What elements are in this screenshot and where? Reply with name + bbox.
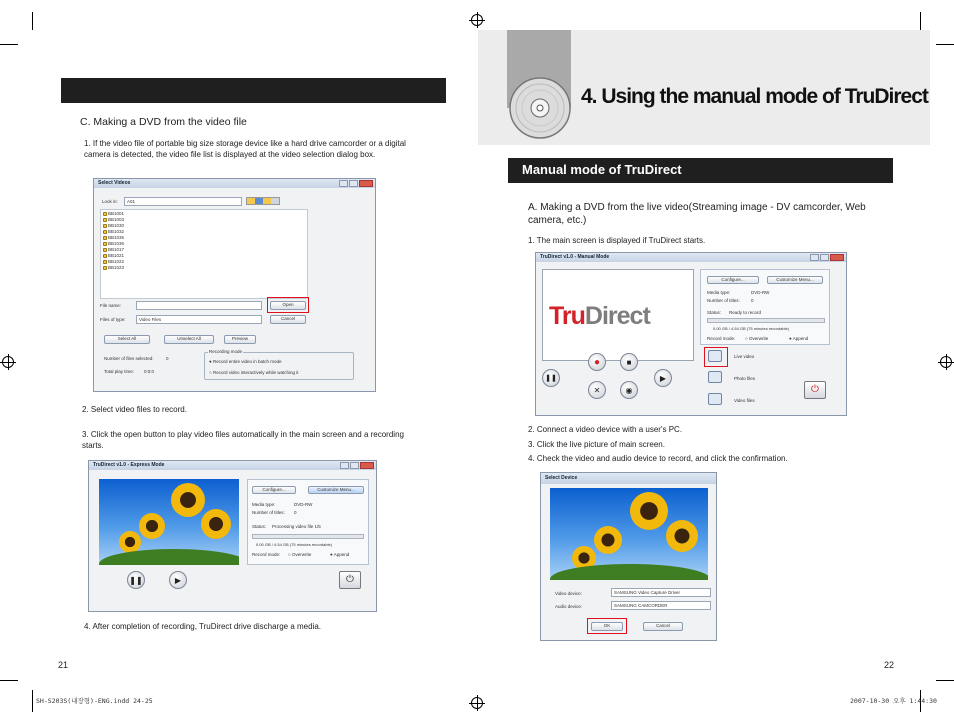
folder-toolbar-icons[interactable] <box>246 197 280 205</box>
file-name-label: File name: <box>100 303 122 308</box>
maximize-icon[interactable] <box>350 462 359 469</box>
window-controls <box>339 180 373 187</box>
audio-device-label: Audio device: <box>555 604 583 609</box>
status-value: Ready to record <box>729 310 762 315</box>
append-label: Append <box>333 552 350 557</box>
live-video-label[interactable]: Live video <box>734 354 755 359</box>
radio-batch[interactable]: ● Record entire video in batch mode <box>209 359 282 364</box>
crop-mark <box>32 690 33 712</box>
photo-files-icon[interactable] <box>708 371 722 383</box>
record-button[interactable]: ● <box>588 353 606 371</box>
audio-device-select[interactable]: SAMSUNG CAMCORDER <box>611 601 711 610</box>
media-type-label: Media type: <box>252 502 276 507</box>
footer-date-info: 2007-10-30 오후 1:44:30 <box>850 697 937 705</box>
registration-mark-icon <box>471 697 483 709</box>
power-button[interactable]: ⏻ <box>804 381 826 399</box>
status-label: Status: <box>707 310 722 315</box>
express-info-panel <box>247 479 369 565</box>
radio-overwrite[interactable]: ○ Overwrite <box>745 336 769 341</box>
num-titles-value: 0 <box>294 510 297 515</box>
num-titles-value: 0 <box>751 298 754 303</box>
crop-mark <box>936 44 954 45</box>
delete-button[interactable]: ✕ <box>588 381 606 399</box>
express-mode-window <box>88 460 377 612</box>
cd-disc-icon <box>508 76 572 140</box>
crop-mark <box>920 12 921 30</box>
registration-mark-icon <box>471 14 483 26</box>
registration-mark-icon <box>2 356 14 368</box>
overwrite-label: Overwrite <box>291 552 312 557</box>
video-file-icon <box>103 260 107 264</box>
files-of-type-select[interactable]: Video Files <box>136 315 262 324</box>
dialog-title: Select Device <box>541 473 716 484</box>
minimize-icon[interactable] <box>339 180 348 187</box>
capacity-text: 0.00 GB / 4.54 GB (75 minutes recordable) <box>713 326 790 331</box>
select-device-dialog <box>540 472 717 641</box>
configure-button[interactable]: Configure... <box>707 276 759 284</box>
radio-append[interactable]: ● Append <box>789 336 809 341</box>
files-of-type-label: Files of type: <box>100 317 126 322</box>
media-type-label: Media type: <box>707 290 731 295</box>
file-list[interactable] <box>100 209 308 299</box>
radio-append[interactable]: ● Append <box>330 552 350 557</box>
num-selected-label: Number of files selected: <box>104 356 154 361</box>
logo-tru: Tru <box>549 302 585 330</box>
device-preview <box>550 488 708 580</box>
capacity-bar <box>252 534 364 539</box>
capacity-text: 0.00 GB / 4.54 GB (75 minutes recordable) <box>256 542 333 547</box>
append-label: Append <box>792 336 809 341</box>
crop-mark <box>0 44 18 45</box>
file-name: BB1001 <box>108 211 125 216</box>
section-a-text: A. Making a DVD from the live video(Streaming image - DV camcorder, Web camera, etc.) <box>528 202 866 226</box>
look-in-select[interactable]: A01 <box>124 197 242 206</box>
video-file-icon <box>103 266 107 270</box>
status-label: Status: <box>252 524 267 529</box>
file-name: BB1036 <box>108 241 125 246</box>
right-step-1: 1. The main screen is displayed if TruDirect starts. <box>528 236 706 245</box>
right-step-3: 3. Click the live picture of main screen. <box>528 440 665 449</box>
video-file-icon <box>103 236 107 240</box>
file-name: BB1035 <box>108 235 125 240</box>
window-title: TruDirect v1.0 - Express Mode <box>89 461 376 470</box>
manual-info-panel <box>700 269 830 345</box>
customize-menu-button[interactable]: Customize Menu... <box>767 276 823 284</box>
select-videos-dialog <box>93 178 376 392</box>
file-name: BB1032 <box>108 229 125 234</box>
video-file-icon <box>103 242 107 246</box>
video-files-label[interactable]: Video files <box>734 398 755 403</box>
file-name: BB1023 <box>108 265 125 270</box>
close-icon[interactable] <box>359 180 373 187</box>
num-titles-label: Number of titles: <box>252 510 285 515</box>
video-file-icon <box>103 230 107 234</box>
stop-button[interactable]: ■ <box>620 353 638 371</box>
cancel-button[interactable]: Cancel <box>643 622 683 631</box>
window-controls <box>340 462 374 469</box>
maximize-icon[interactable] <box>820 254 829 261</box>
minimize-icon[interactable] <box>810 254 819 261</box>
right-step-4: 4. Check the video and audio device to record, and click the confirmation. <box>528 454 788 463</box>
open-button[interactable]: Open <box>270 301 306 310</box>
total-play-value: 0:0:0 <box>144 369 155 374</box>
power-button[interactable]: ⏻ <box>339 571 361 589</box>
recording-mode-group <box>204 349 354 380</box>
file-name: BB1021 <box>108 253 125 258</box>
record-mode-label: Record mode: <box>252 552 281 557</box>
video-file-icon <box>103 248 107 252</box>
file-name: BB1003 <box>108 217 125 222</box>
radio-overwrite[interactable]: ○ Overwrite <box>288 552 312 557</box>
live-video-highlight <box>704 347 728 367</box>
close-icon[interactable] <box>830 254 844 261</box>
crop-mark <box>32 12 33 30</box>
media-type-value: DVD-RW <box>751 290 770 295</box>
video-file-icon <box>103 254 107 258</box>
right-page-number: 22 <box>884 660 895 670</box>
record-mode-label: Record mode: <box>707 336 736 341</box>
cancel-button[interactable]: Cancel <box>270 315 306 324</box>
file-name-input[interactable] <box>136 301 262 310</box>
left-step-1: 1. If the video file of portable big size storage device like a hard drive camcorder or a digital camera is detected, the video file list is displayed at the video selection dialog box. <box>84 139 406 159</box>
file-list-item[interactable] <box>103 265 305 271</box>
logo-direct: Direct <box>584 302 650 330</box>
look-in-label: Look in: <box>102 199 118 204</box>
unselect-all-button[interactable]: Unselect All <box>164 335 214 344</box>
num-selected-value: 0 <box>166 356 169 361</box>
window-controls <box>810 254 844 261</box>
status-value: Processing video file 1/5 <box>272 524 321 529</box>
eject-button[interactable]: ◉ <box>620 381 638 399</box>
video-device-label: Video device: <box>555 591 582 596</box>
left-step-3: 3. Click the open button to play video files automatically in the main screen and a recording starts. <box>82 430 404 450</box>
num-titles-label: Number of titles: <box>707 298 740 303</box>
radio-interactive[interactable]: ○ Record video interactively while watching it <box>209 370 299 375</box>
recording-mode-label: Recording mode <box>209 349 243 354</box>
mode-interactive-label: Record video interactively while watching it <box>212 370 299 375</box>
crop-mark <box>0 680 18 681</box>
left-section-title: C. Making a DVD from the video file <box>80 116 247 128</box>
preview-button[interactable]: Preview <box>224 335 256 344</box>
left-heading-bar <box>61 78 446 103</box>
dialog-title: Select Videos <box>94 179 375 188</box>
capacity-bar <box>707 318 825 323</box>
registration-mark-icon <box>940 356 952 368</box>
trudirect-logo <box>549 302 650 330</box>
manual-mode-window <box>535 252 847 416</box>
mode-batch-label: Record entire video in batch mode <box>212 359 282 364</box>
file-name: BB1030 <box>108 223 125 228</box>
video-file-icon <box>103 224 107 228</box>
pause-button[interactable]: ❚❚ <box>127 571 145 589</box>
window-title: TruDirect v1.0 - Manual Mode <box>536 253 846 262</box>
video-files-icon[interactable] <box>708 393 722 405</box>
right-step-2: 2. Connect a video device with a user's PC. <box>528 425 683 434</box>
play-button[interactable]: ▶ <box>654 369 672 387</box>
pause-button[interactable]: ❚❚ <box>542 369 560 387</box>
photo-files-label[interactable]: Photo files <box>734 376 756 381</box>
total-play-label: Total play time: <box>104 369 135 374</box>
maximize-icon[interactable] <box>349 180 358 187</box>
crop-mark <box>936 680 954 681</box>
left-step-4: 4. After completion of recording, TruDirect drive discharge a media. <box>84 622 321 631</box>
open-button-highlight <box>267 297 309 313</box>
select-all-button[interactable]: Select All <box>104 335 150 344</box>
section-heading: Manual mode of TruDirect <box>522 162 682 177</box>
customize-menu-button[interactable]: Customize Menu... <box>308 486 364 494</box>
live-picture[interactable] <box>542 269 694 361</box>
left-step-2: 2. Select video files to record. <box>82 405 187 414</box>
ok-button-highlight <box>587 618 627 634</box>
chapter-title: 4. Using the manual mode of TruDirect <box>581 85 928 108</box>
play-button[interactable]: ▶ <box>169 571 187 589</box>
video-preview[interactable] <box>99 479 239 565</box>
footer-file-info: SH-S203S(내장형)-ENG.indd 24-25 <box>36 697 153 705</box>
configure-button[interactable]: Configure... <box>252 486 296 494</box>
file-name: BB1022 <box>108 259 125 264</box>
media-type-value: DVD-RW <box>294 502 313 507</box>
overwrite-label: Overwrite <box>748 336 769 341</box>
video-file-icon <box>103 212 107 216</box>
file-name: BB1017 <box>108 247 125 252</box>
video-device-select[interactable]: SAMSUNG Video Capture Driver <box>611 588 711 597</box>
minimize-icon[interactable] <box>340 462 349 469</box>
ok-button[interactable]: OK <box>591 622 623 631</box>
close-icon[interactable] <box>360 462 374 469</box>
video-file-icon <box>103 218 107 222</box>
left-page-number: 21 <box>58 660 69 670</box>
